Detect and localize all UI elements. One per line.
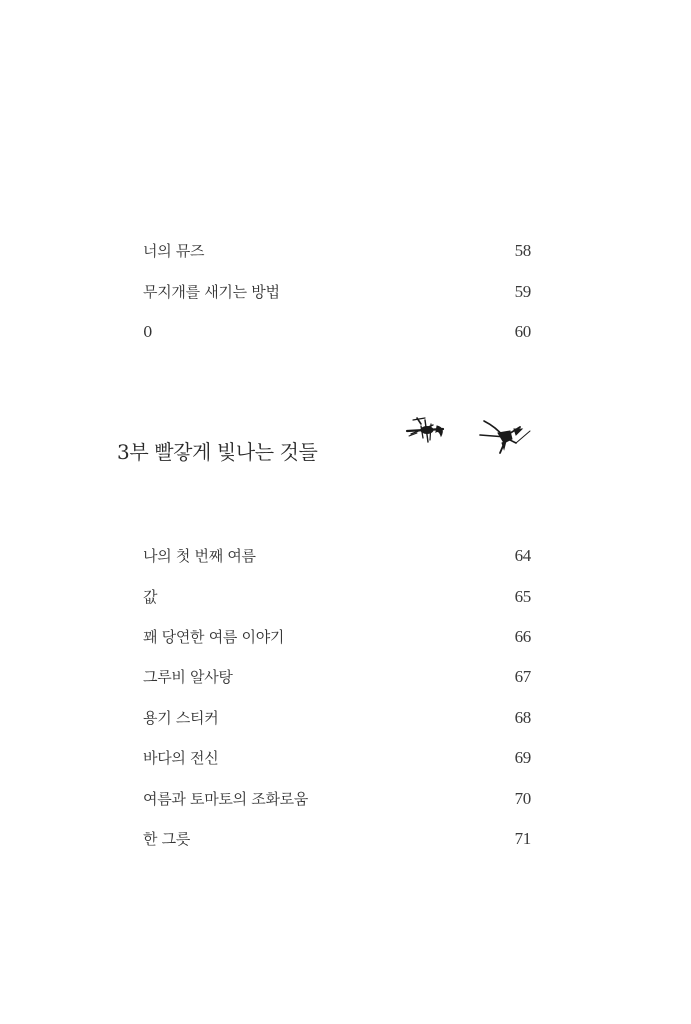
toc-entry-title: 값 [143,588,158,606]
toc-entry-page: 58 [514,241,531,260]
toc-entry-page: 66 [514,627,531,646]
ink-splatter-icon [476,417,534,457]
toc-entry[interactable] [143,545,531,567]
toc-entry-title: 용기 스티커 [143,709,219,727]
toc-entry[interactable] [143,666,531,688]
toc-entry-page: 70 [514,789,531,808]
toc-entry-title: 여름과 토마토의 조화로움 [143,790,309,808]
ink-splatter-icon [403,414,449,448]
toc-entry[interactable] [143,788,531,810]
toc-entry-title: 무지개를 새기는 방법 [143,283,280,301]
toc-entry-page: 69 [514,748,531,767]
toc-entry-page: 59 [514,282,531,301]
toc-entry-title: 0 [143,323,153,341]
toc-entry-title: 그루비 알사탕 [143,668,233,686]
toc-entry[interactable] [143,707,531,729]
toc-entry-title: 꽤 당연한 여름 이야기 [143,628,285,646]
toc-entry-page: 64 [514,546,531,565]
toc-entry-page: 65 [514,587,531,606]
toc-entry-page: 67 [514,667,531,686]
toc-entry[interactable] [143,321,531,343]
toc-entry-title: 한 그릇 [143,830,191,848]
toc-entry[interactable] [143,281,531,303]
toc-entry-page: 71 [514,829,531,848]
toc-entry[interactable] [143,240,531,262]
toc-entry[interactable] [143,626,531,648]
toc-entry-title: 나의 첫 번째 여름 [143,547,256,565]
toc-entry-page: 68 [514,708,531,727]
toc-entry[interactable] [143,586,531,608]
section-heading-part3: 3부 빨갛게 빛나는 것들 [117,440,318,464]
toc-entry[interactable] [143,747,531,769]
toc-entry[interactable] [143,828,531,850]
toc-entry-title: 너의 뮤즈 [143,242,205,260]
toc-entry-title: 바다의 전신 [143,749,219,767]
toc-entry-page: 60 [514,322,531,341]
